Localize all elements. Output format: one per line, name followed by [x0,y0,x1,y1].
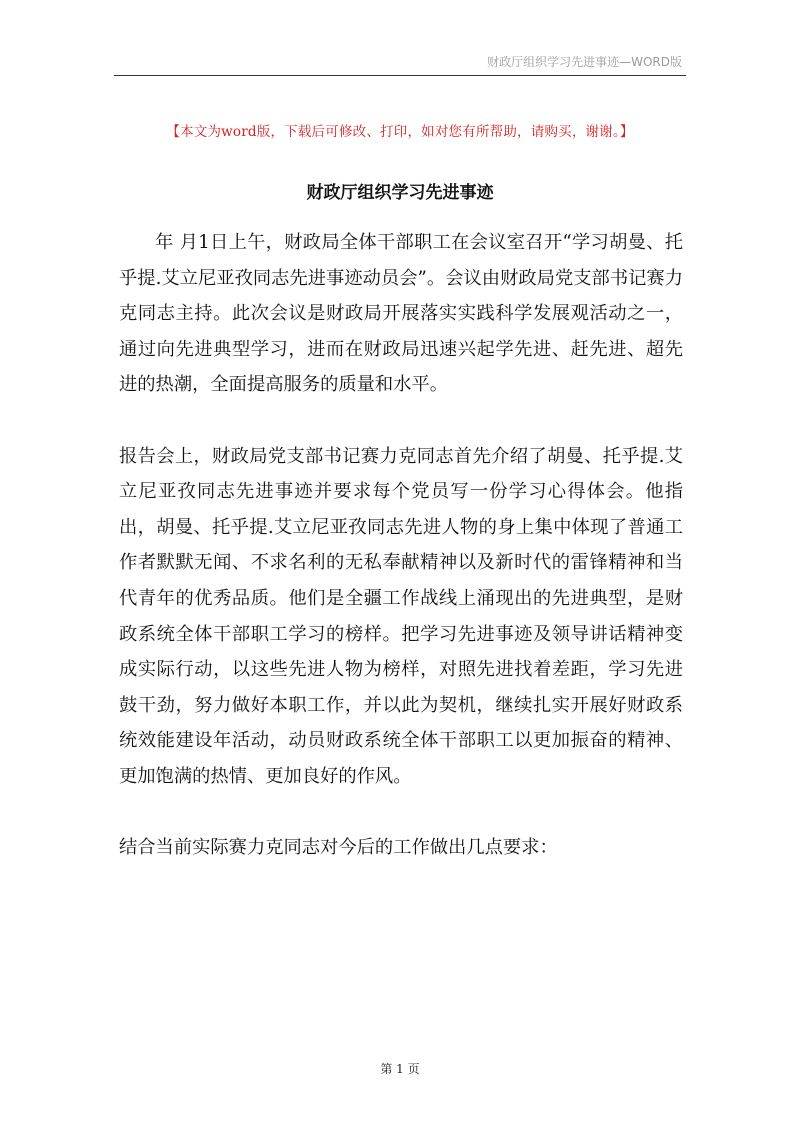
header-divider [114,75,686,76]
page-number: 第 1 页 [380,1062,420,1076]
purchase-notice: 【本文为word版，下载后可修改、打印，如对您有所帮助，请购买，谢谢。】 [166,124,634,140]
paragraph-requirements: 结合当前实际赛力克同志对今后的工作做出几点要求： [119,837,558,859]
paragraph-report: 报告会上，财政局党支部书记赛力克同志首先介绍了胡曼、托乎提.艾立尼亚孜同志先进事迹并要求每个党员写一份学习心得体会。他指出，胡曼、托乎提.艾立尼亚孜同志先进人物的身上集中体现了普通工作者默默无闻、不求名利的无私奉献精神以及新时代的雷锋精神和当代青年的优秀品质。他们是全疆工作战线上涌现出的先进典型，是财政系统全体干部职工学习的榜样。把学习先进事迹及领导讲话精神变成实际行动，以这些先进人物为榜样，对照先进找着差距，学习先进鼓干劲，努力做好本职工作，并以此为契机，继续扎实开展好财政系统效能建设年活动，动员财政系统全体干部职工以更加振奋的精神、更加饱满的热情、更加良好的作风。 [119,445,683,787]
paragraph-spacer [119,403,683,439]
paragraph-spacer [119,795,683,831]
document-body [119,225,683,866]
paragraph-meeting-intro: 年 月1日上午，财政局全体干部职工在会议室召开“学习胡曼、托乎提.艾立尼亚孜同志先进事迹动员会”。会议由财政局党支部书记赛力克同志主持。此次会议是财政局开展落实实践科学发展观活动之一，通过向先进典型学习，进而在财政局迅速兴起学先进、赶先进、超先进的热潮，全面提高服务的质量和水平。 [119,232,683,396]
running-header: 财政厅组织学习先进事迹—WORD版 [487,55,682,69]
document-title: 财政厅组织学习先进事迹 [306,183,494,203]
